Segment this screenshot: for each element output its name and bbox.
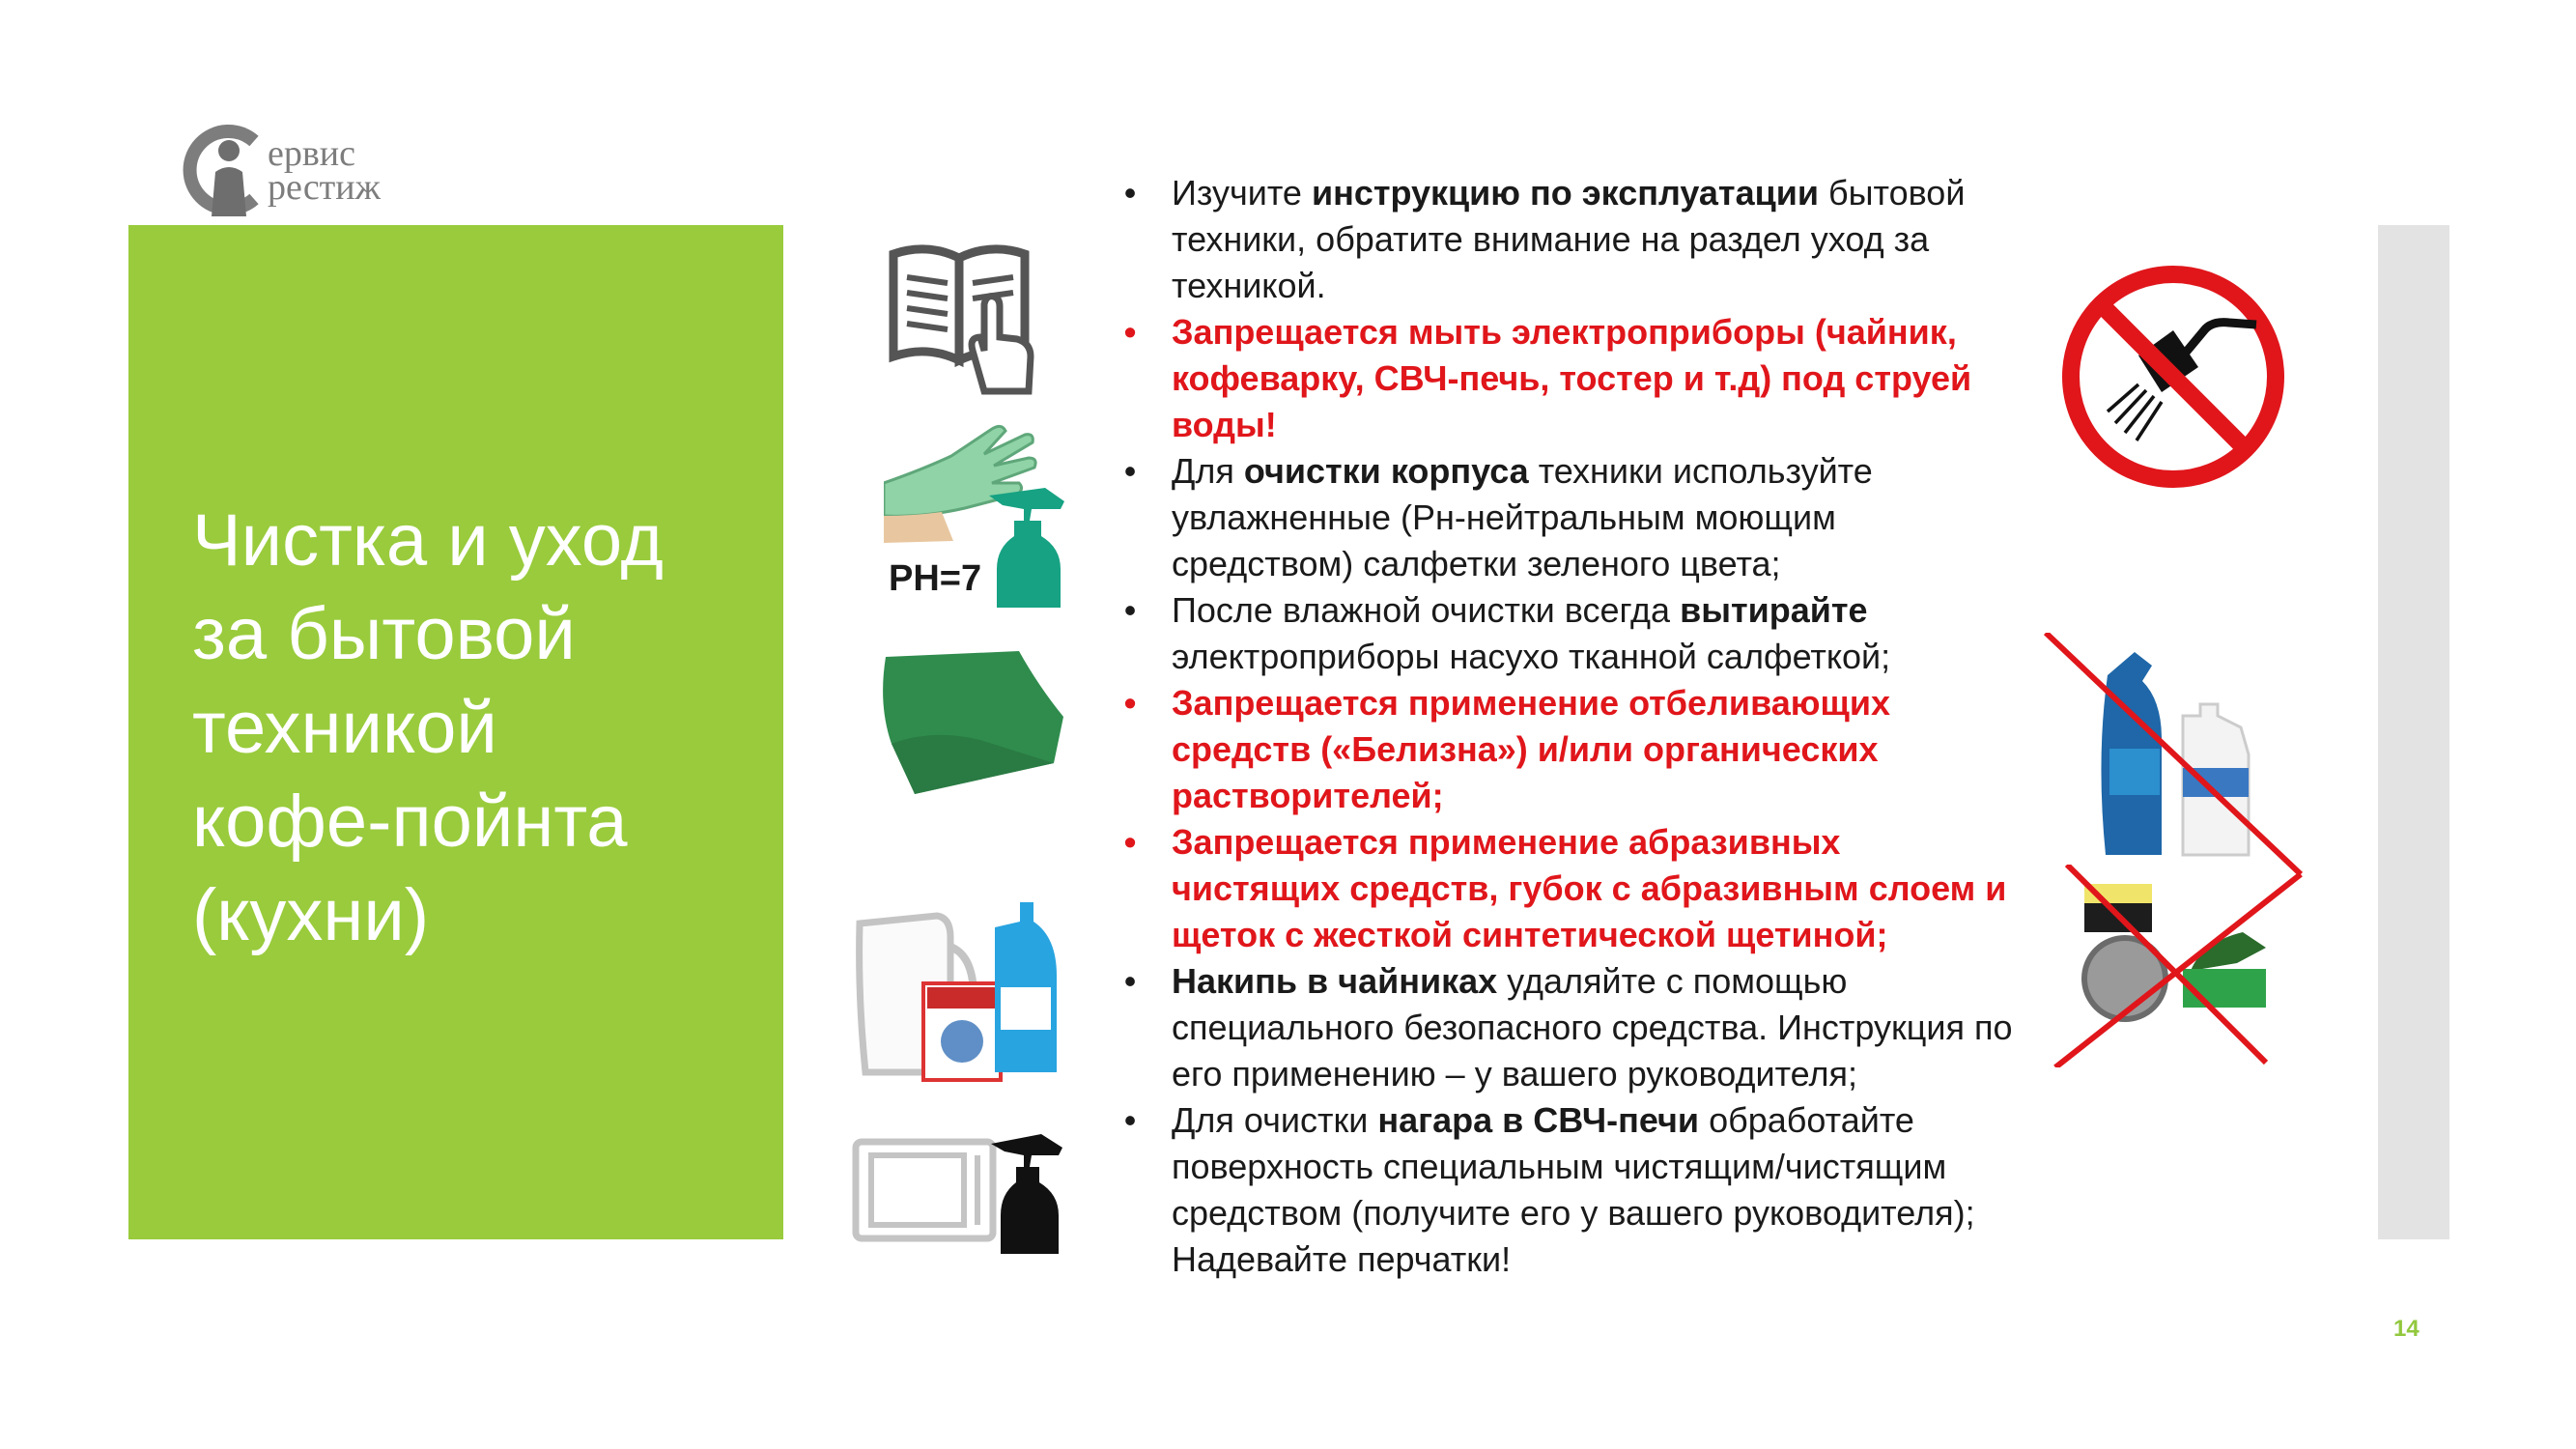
spray-bottle-icon xyxy=(985,488,1072,609)
company-logo xyxy=(179,114,439,220)
item-text-pre: Для очистки xyxy=(1172,1100,1378,1140)
manual-book-icon xyxy=(884,237,1038,401)
list-item: • Для очистки нагара в СВЧ-печи обработайте поверхность специальным чистящим/чистящим средством (получите его у вашего руководителя); Надевайте перчатки! xyxy=(1123,1100,1975,1279)
item-text-bold: очистки корпуса xyxy=(1243,451,1529,491)
list-item: • После влажной очистки всегда вытирайте электроприборы насухо тканной салфеткой; xyxy=(1123,590,1891,676)
logo-text-line1: ервис xyxy=(268,133,356,174)
ph-label: PH=7 xyxy=(889,558,982,599)
list-item-warning: • Запрещается применение абразивных чистящих средств, губок с абразивным слоем и щеток с жесткой синтетической щетиной; xyxy=(1123,822,2007,954)
item-text-post: электроприборы насухо тканной салфеткой; xyxy=(1172,637,1891,676)
item-text-post: бытовой техники, обратите внимание на раздел уход за техникой. xyxy=(1172,173,1966,305)
item-text: Запрещается мыть электроприборы (чайник, кофеварку, СВЧ-печь, тостер и т.д) под струей воды! xyxy=(1172,312,1972,444)
list-item: • Накипь в чайниках удаляйте с помощью специального безопасного средства. Инструкция по его применению – у вашего руководителя; xyxy=(1123,961,2013,1094)
item-text-pre: Изучите xyxy=(1172,173,1312,213)
microwave-cleaner-icon xyxy=(850,1130,1072,1256)
instructions-list xyxy=(1116,170,2014,1283)
list-item: • Изучите инструкцию по эксплуатации бытовой техники, обратите внимание на раздел уход за техникой. xyxy=(1123,173,1966,305)
list-item: • Для очистки корпуса техники используйте увлажненные (Рн-нейтральным моющим средством) салфетки зеленого цвета; xyxy=(1123,451,1873,583)
item-text-bold: вытирайте xyxy=(1680,590,1868,630)
green-cloth-icon xyxy=(874,647,1072,802)
item-text-bold: нагара в СВЧ-печи xyxy=(1377,1100,1700,1140)
no-water-shower-icon xyxy=(2057,261,2289,493)
side-bar xyxy=(2378,225,2449,1239)
item-text-post: техники используйте увлажненные (Рн-нейтральным моющим средством) салфетки зеленого цвета; xyxy=(1172,451,1873,583)
item-text-post: удаляйте с помощью специального безопасного средства. Инструкция по его применению – у вашего руководителя; xyxy=(1172,961,2013,1094)
item-text: Запрещается применение абразивных чистящих средств, губок с абразивным слоем и щеток с жесткой синтетической щетиной; xyxy=(1172,822,2007,954)
logo-text-line2: рестиж xyxy=(268,167,381,208)
list-item-warning: • Запрещается мыть электроприборы (чайник, кофеварку, СВЧ-печь, тостер и т.д) под струей воды! xyxy=(1123,312,1972,444)
kettle-descaler-icon xyxy=(850,898,1062,1087)
item-text-post: обработайте поверхность специальным чистящим/чистящим средством (получите его у вашего руководителя); Надевайте перчатки! xyxy=(1172,1100,1975,1279)
item-text-bold: инструкцию по эксплуатации xyxy=(1311,173,1819,213)
title-panel xyxy=(128,225,783,1239)
item-text-pre: Для xyxy=(1172,451,1244,491)
item-text: Запрещается применение отбеливающих средств («Белизна») и/или органических растворителей; xyxy=(1172,683,1891,815)
item-text-bold: Накипь в чайниках xyxy=(1172,961,1498,1001)
page-number: 14 xyxy=(2393,1316,2420,1342)
item-text-pre: После влажной очистки всегда xyxy=(1172,590,1681,630)
list-item-warning: • Запрещается применение отбеливающих средств («Белизна») и/или органических растворителей; xyxy=(1123,683,1891,815)
slide-title: Чистка и уход за бытовой техникой кофе-пойнта (кухни) xyxy=(192,499,664,956)
crossed-bleach-icon xyxy=(2038,633,2308,874)
logo-emblem-icon xyxy=(179,122,275,218)
crossed-abrasive-icon xyxy=(2038,865,2308,1067)
